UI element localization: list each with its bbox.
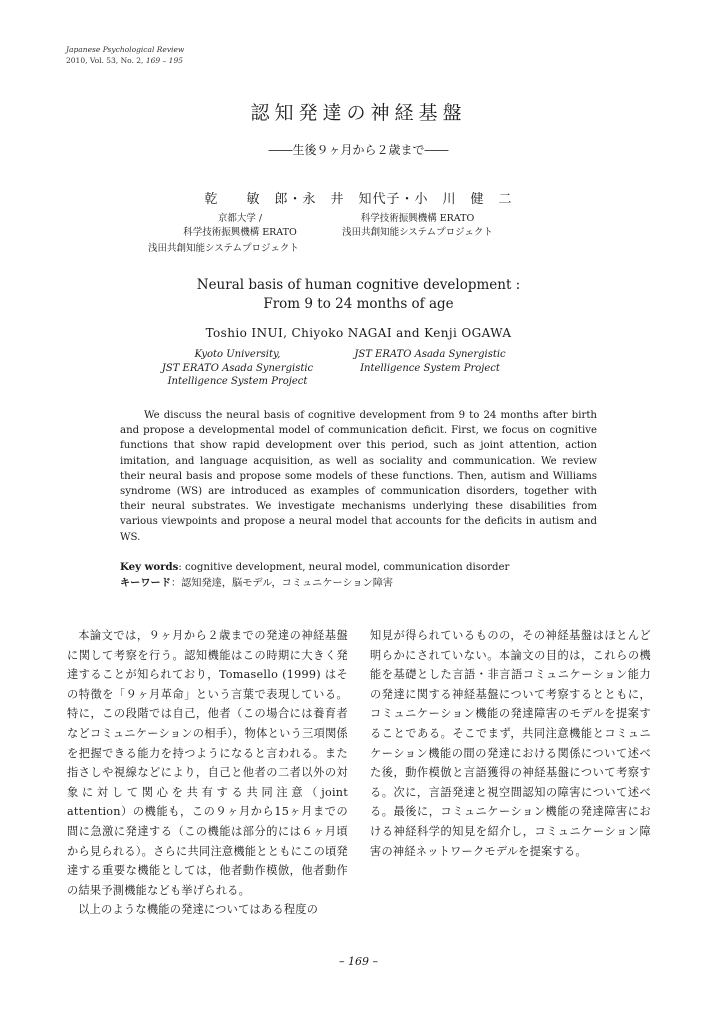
affiliation-line: Intelligence System Project: [167, 376, 308, 387]
keywords-ja-text: ：認知発達，脳モデル，コミュニケーション障害: [170, 577, 394, 589]
affiliation-en-1: [150, 348, 325, 389]
volume-line: 2010, Vol. 53, No. 2,: [66, 56, 144, 65]
keywords-label-ja: キーワード: [120, 576, 171, 589]
affiliation-ja-2: [320, 212, 515, 240]
body-paragraph: 本論文では，９ヶ月から２歳までの発達の神経基盤に関して考察を行う。認知機能はこの時期に大きく発達することが知られており，Tomasello (1999) はその特徴を「９ヶ月革命」という言葉で表現している。特に，この段階では自己，他者（この場合には養育者などコミュニケーションの相手），物体という三項関係を把握できる能力を持つようになると言われる。また指さしや視線などにより，自己と他者の二者以外の対象に対して関心を共有する共同注意（joint attention）の機能も，この９ヶ月から15ヶ月までの間に急激に発達する（この機能は部分的には６ヶ月頃から見られる）。さらに共同注意機能とともにこの頃発達する重要な機能としては，他者動作模倣，他者動作の結果予測機能なども挙げられる。: [67, 629, 348, 897]
keywords-en-text: : cognitive development, neural model, communication disorder: [178, 562, 510, 573]
paper-title-ja: 認知発達の神経基盤: [250, 102, 467, 124]
journal-name: Japanese Psychological Review: [66, 45, 185, 54]
body-column-left: [67, 626, 348, 920]
body-paragraph: 以上のような機能の発達についてはある程度の: [78, 903, 319, 917]
keywords: [120, 560, 509, 591]
affiliation-line: 科学技術振興機構 ERATO: [360, 213, 475, 224]
page-number: – 169 –: [339, 955, 378, 968]
keywords-label-en: Key words: [120, 561, 179, 573]
paper-title-en: [0, 276, 717, 314]
keywords-ja: [120, 576, 509, 592]
journal-volume: [66, 55, 184, 66]
paper-subtitle-ja: ――生後９ヶ月から２歳まで――: [268, 143, 449, 157]
affiliation-line: JST ERATO Asada Synergistic: [354, 349, 506, 360]
affiliation-line: Intelligence System Project: [360, 362, 500, 374]
body-column-right: [370, 626, 651, 861]
keywords-en: [120, 560, 509, 576]
affiliation-line: 科学技術振興機構 ERATO: [183, 227, 297, 238]
affiliation-line: Kyoto University,: [194, 349, 281, 360]
journal-header: [66, 44, 184, 66]
affiliation-line: 浅田共創知能システムプロジェクト: [342, 227, 493, 238]
affiliation-line: JST ERATO Asada Synergistic: [161, 362, 314, 374]
page-range: 169 – 195: [145, 56, 183, 65]
affiliation-line: 京都大学 /: [217, 213, 263, 224]
authors-ja: 乾 敏 郎・永 井 知代子・小 川 健 二: [204, 192, 513, 207]
abstract: We discuss the neural basis of cognitive development from 9 to 24 months after birth and propose a developmental model of communication deficit. First, we focus on cognitive functions that show rapid development over this period, such as joint attention, action imitation, and language acquisition, as well as sociality and communication. We review their neural basis and propose some models of these functions. Then, autism and Williams syndrome (WS) are introduced as examples of communication disorders, together with their neural substrates. We investigate mechanisms underlying these disabilities from various viewpoints and propose a neural model that accounts for the deficits in autism and WS.: [120, 410, 597, 543]
authors-en: Toshio INUI, Chiyoko NAGAI and Kenji OGAWA: [205, 326, 512, 340]
body-paragraph: 知見が得られているものの，その神経基盤はほとんど明らかにされていない。本論文の目的は，これらの機能を基礎とした言語・非言語コミュニケーション能力の発達に関する神経基盤について考察するとともに，コミュニケーション機能の発達障害のモデルを提案することである。そこでまず，共同注意機能とコミュニケーション機能の間の発達における関係について述べた後，動作模倣と言語獲得の神経基盤について考察する。次に，言語発達と視空間認知の障害について述べる。最後に，コミュニケーション機能の発達障害における神経科学的知見を紹介し，コミュニケーション障害の神経ネットワークモデルを提案する。: [370, 629, 651, 858]
affiliation-ja-1: [150, 212, 330, 240]
affiliation-line: 浅田共創知能システムプロジェクト: [148, 243, 299, 254]
title-en-line: Neural basis of human cognitive development :: [196, 277, 521, 293]
title-en-line: From 9 to 24 months of age: [263, 296, 454, 312]
affiliation-en-2: [330, 348, 530, 375]
